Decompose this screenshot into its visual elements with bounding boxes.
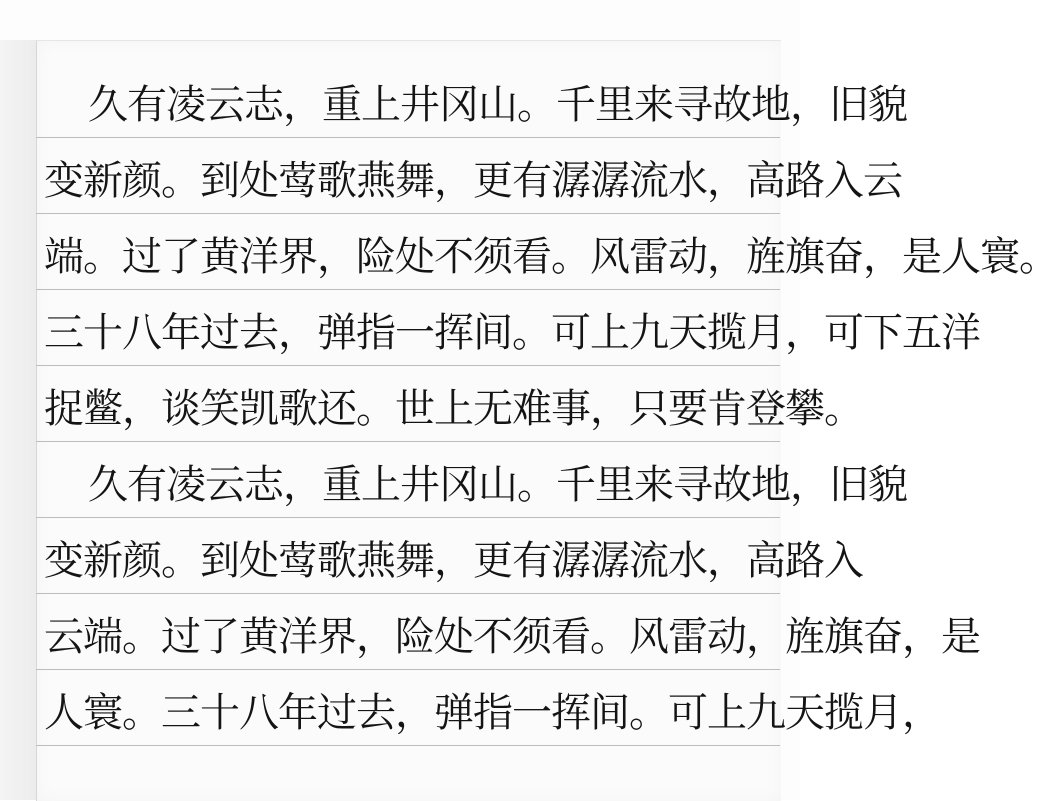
handwritten-line: 人寰。三十八年过去，弹指一挥间。可上九天揽月， — [44, 690, 941, 736]
ruled-line — [36, 593, 780, 594]
ruled-line — [36, 669, 780, 670]
ruled-line — [36, 365, 780, 366]
handwritten-line: 久有凌云志，重上井冈山。千里来寻故地，旧貌 — [88, 462, 907, 508]
handwritten-line: 端。过了黄洋界，险处不须看。风雷动，旌旗奋，是人寰。 — [44, 234, 1058, 280]
ruled-line — [36, 745, 780, 746]
handwritten-line: 云端。过了黄洋界，险处不须看。风雷动，旌旗奋，是 — [44, 614, 980, 660]
ruled-line — [36, 213, 780, 214]
handwritten-line: 久有凌云志，重上井冈山。千里来寻故地，旧貌 — [88, 82, 907, 128]
ruled-line — [36, 517, 780, 518]
ruled-line — [36, 137, 780, 138]
handwritten-line: 捉鳖，谈笑凯歌还。世上无难事，只要肯登攀。 — [44, 386, 863, 432]
handwritten-line: 三十八年过去，弹指一挥间。可上九天揽月，可下五洋 — [44, 310, 980, 356]
page-edge-shadow — [0, 40, 36, 800]
handwritten-line: 变新颜。到处莺歌燕舞，更有潺潺流水，高路入 — [44, 538, 863, 584]
ruled-line — [36, 441, 780, 442]
handwritten-line: 变新颜。到处莺歌燕舞，更有潺潺流水，高路入云 — [44, 158, 902, 204]
ruled-line — [36, 289, 780, 290]
